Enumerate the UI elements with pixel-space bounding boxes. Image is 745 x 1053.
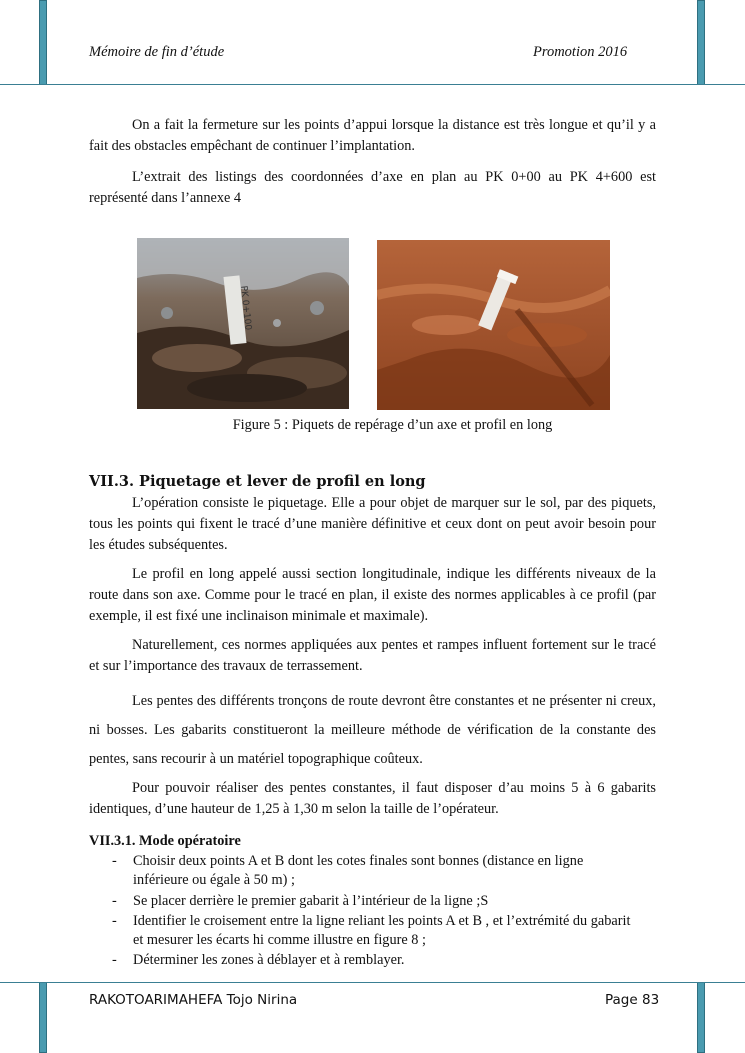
section-paragraph-5: Pour pouvoir réaliser des pentes constantes, il faut disposer d’au moins 5 à 6 gabarits identiques, d’une hauteur de 1,25 à 1,30 m selon la taille de l’opérateur. (89, 780, 656, 817)
list-dash: - (112, 853, 117, 869)
section-paragraph-2: Le profil en long appelé aussi section longitudinale, indique les différents niveaux de la route dans son axe. Comme pour le tracé en plan, il existe des normes applicables à ce profil (par exemple, il est fixé une inclinaison minimale et maximale). (89, 566, 656, 624)
header-title: Mémoire de fin d’étude (89, 44, 225, 60)
list-dash: - (112, 893, 117, 909)
stake-photo-left (137, 238, 349, 409)
section-paragraph-3: Naturellement, ces normes appliquées aux pentes et rampes influent fortement sur le tracé et sur l’importance des travaux de terrassement. (89, 637, 656, 674)
intro-paragraph-1: On a fait la fermeture sur les points d’appui lorsque la distance est très longue et qu’il y a fait des obstacles empêchant de continuer l’implantation. (89, 117, 656, 154)
intro-paragraph-2: L’extrait des listings des coordonnées d’axe en plan au PK 0+00 au PK 4+600 est représenté dans l’annexe 4 (89, 169, 656, 206)
bottom-left-bar (39, 982, 47, 1053)
list-item-text: Déterminer les zones à déblayer et à remblayer. (133, 952, 405, 968)
list-dash: - (112, 952, 117, 968)
section-heading: VII.3. Piquetage et lever de profil en long (89, 473, 426, 490)
footer-page-number: Page 83 (605, 992, 660, 1008)
header-promotion: Promotion 2016 (533, 44, 628, 60)
stake-label: PK 0+100 (238, 285, 253, 331)
list-dash: - (112, 913, 117, 929)
list-item-text: Se placer derrière le premier gabarit à l’intérieur de la ligne ;S (133, 893, 489, 909)
header-rule (0, 84, 745, 85)
section-paragraph-1: L’opération consiste le piquetage. Elle a pour objet de marquer sur le sol, par des piquets, tous les points qui fixent le tracé d’une manière définitive et ceux dont on peut avoir besoin pour les études subséquentes. (89, 495, 656, 553)
footer-author: RAKOTOARIMAHEFA Tojo Nirina (89, 992, 298, 1008)
section-paragraph-4: Les pentes des différents tronçons de route devront être constantes et ne présenter ni creux, ni bosses. Les gabarits constitueront la meilleure méthode de vérification de la constante des pentes, sans recourir à un matériel topographique coûteux. (89, 693, 656, 767)
list-item-text: Choisir deux points A et B dont les cotes finales sont bonnes (distance en ligne inférieure ou égale à 50 m) ; (133, 853, 584, 888)
top-right-bar (697, 0, 705, 85)
list-item-text: Identifier le croisement entre la ligne reliant les points A et B , et l’extrémité du gabarit et mesurer les écarts hi comme illustre en figure 8 ; (133, 913, 631, 948)
top-left-bar (39, 0, 47, 85)
bottom-right-bar (697, 982, 705, 1053)
figure-caption: Figure 5 : Piquets de repérage d’un axe et profil en long (232, 417, 553, 433)
footer-rule (0, 982, 745, 983)
subsection-heading: VII.3.1. Mode opératoire (89, 833, 241, 849)
stake-photo-right (377, 240, 610, 410)
